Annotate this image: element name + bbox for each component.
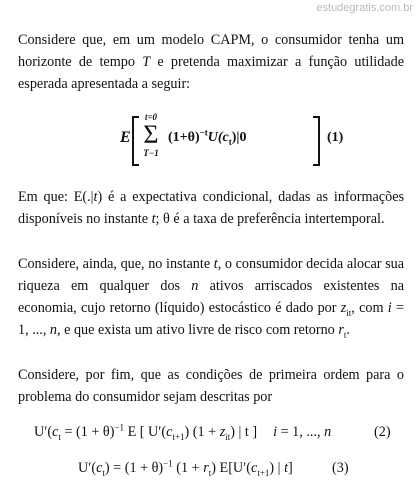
text: = 1, ..., xyxy=(277,424,325,440)
text: ) | xyxy=(269,460,285,476)
text: (1+θ) xyxy=(168,130,200,145)
text: ativos arriscados existentes na economia, cujo retorno (líquido) estocástico é dado por xyxy=(18,278,404,316)
text: )|0 xyxy=(231,130,247,145)
paragraph-first-order xyxy=(18,364,404,408)
var-t: t xyxy=(93,189,98,205)
var-i: i xyxy=(273,424,278,440)
text: e pretenda maximizar a função utilidade esperada apresentada a seguir: xyxy=(18,54,405,92)
var-z: z xyxy=(219,424,226,440)
var-c: c xyxy=(52,424,59,440)
var-t: t xyxy=(151,211,156,227)
exponent: −t xyxy=(199,127,208,138)
equation-2 xyxy=(34,424,331,441)
exponent: −1 xyxy=(163,458,173,469)
equation-2-number: (2) xyxy=(374,424,391,440)
var-t: t xyxy=(213,256,218,272)
text: U(c xyxy=(207,130,229,145)
summation xyxy=(140,112,162,158)
text: U′( xyxy=(78,460,97,476)
text: (1 + xyxy=(172,460,204,476)
var-r: r xyxy=(203,460,209,476)
left-bracket xyxy=(132,116,139,166)
text: = (1 + θ) xyxy=(60,424,115,440)
text: , o consumidor decida alocar sua riqueza em qualquer dos xyxy=(18,256,404,294)
text: , e que exista um ativo livre de risco com retorno xyxy=(57,322,339,338)
subscript: t xyxy=(343,329,347,340)
sum-lower-limit: T−1 xyxy=(143,148,159,158)
text: = 1, ..., xyxy=(18,300,404,338)
text: . xyxy=(346,322,350,338)
equation-1 xyxy=(120,112,350,168)
var-z: z xyxy=(340,300,347,316)
var-n: n xyxy=(324,424,332,440)
expectation-operator: E xyxy=(120,129,131,146)
right-bracket xyxy=(313,116,320,166)
text: Considere que, em um modelo CAPM, o consumidor tenha um horizonte de tempo xyxy=(18,32,404,70)
equation-number: (1) xyxy=(327,130,344,145)
var-i: i xyxy=(387,300,392,316)
subscript: t xyxy=(228,136,232,147)
subscript: t xyxy=(208,467,212,478)
subscript: t xyxy=(102,467,105,478)
subscript: t xyxy=(58,431,61,442)
var-r: r xyxy=(338,322,344,338)
subscript: t+1 xyxy=(257,467,270,478)
text: ) (1 + xyxy=(184,424,220,440)
var-c: c xyxy=(96,460,103,476)
sum-body xyxy=(168,127,247,147)
text: Considere, ainda, que, no instante xyxy=(18,256,214,272)
exponent: −1 xyxy=(114,422,125,433)
subscript: it xyxy=(346,307,352,318)
paragraph-assets xyxy=(18,253,404,341)
text: ] xyxy=(288,460,293,476)
paragraph-definitions xyxy=(18,186,404,230)
var-t: t xyxy=(284,460,289,476)
text: ) = (1 + θ) xyxy=(104,460,164,476)
text: E [ U′( xyxy=(124,424,167,440)
var-n: n xyxy=(191,278,199,294)
var-c: c xyxy=(251,460,258,476)
text: Em que: E(.| xyxy=(18,189,94,205)
paragraph-intro xyxy=(18,29,404,95)
subscript: it xyxy=(225,431,231,442)
text: ) | t ] xyxy=(230,424,258,440)
text: Considere, por fim, que as condições de primeira ordem para o problema do consumidor sejam descritas por xyxy=(18,367,404,405)
equation-3 xyxy=(78,460,293,477)
subscript: t+1 xyxy=(172,431,185,442)
text: , com xyxy=(351,300,388,316)
equation-3-number: (3) xyxy=(332,460,349,476)
text: U′( xyxy=(34,424,53,440)
text: ) é a expectativa condicional, dadas as informações disponíveis no instante xyxy=(18,189,405,227)
var-n: n xyxy=(49,322,58,338)
watermark: estudegratis.com.br xyxy=(316,2,413,14)
sum-symbol: Σ xyxy=(143,120,159,149)
var-c: c xyxy=(166,424,173,440)
var-T: T xyxy=(142,54,151,70)
sum-upper-limit: t=0 xyxy=(144,112,158,122)
text: ; θ é a taxa de preferência intertemporal. xyxy=(155,211,385,227)
text: ) E[U′( xyxy=(211,460,252,476)
